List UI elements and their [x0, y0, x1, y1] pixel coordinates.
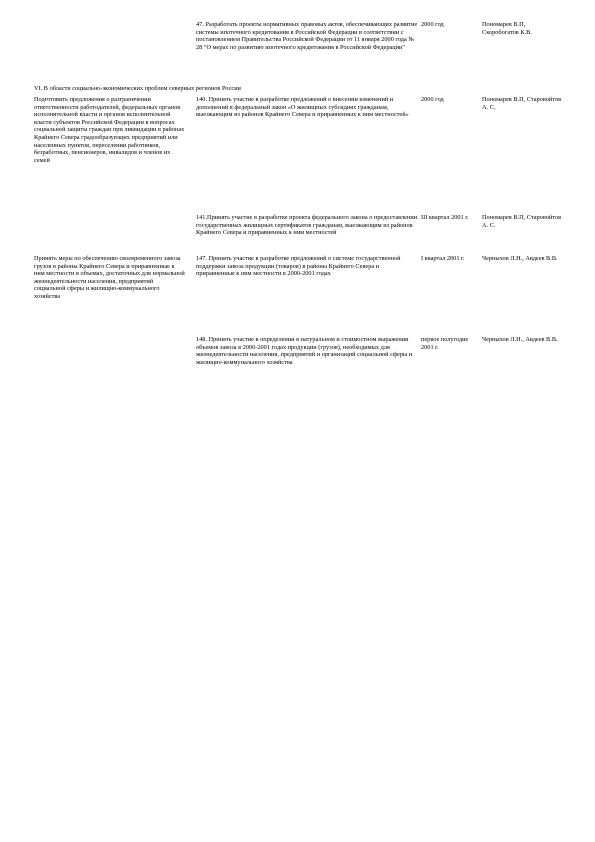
responsible-text: Пономарев В.П, Старовойтов А. С.: [482, 96, 562, 111]
responsible-text: Черныхов Л.Н., Авдеев В.В.: [482, 255, 558, 262]
responsible-text: Черныхов Л.Н., Авдеев В.В.: [482, 336, 558, 343]
measure-text: 141.Принять участие в разработке проекта федерального закона о предоставлении государственных жилищных сертификатов гражданам, выезжающим из районов Крайнего Севера и приравненных к ним местностей: [196, 214, 418, 237]
deadline-text: I квартал 2001 г.: [421, 255, 465, 262]
measure-text: 147. Принять участие в разработке предложений о системе государственной поддержки завоза продукции (товаров) в районы Крайнего Севера и приравненные к ним местности в 2000-2001 годах: [196, 255, 401, 278]
responsible-text: Пономарев В.П, Скоробогатов К.В.: [482, 21, 532, 36]
deadline-text: 2000 год: [421, 96, 444, 103]
responsible-text: Пономарев В.П, Старовойтов А. С.: [482, 214, 562, 229]
deadline-text: 2000 год: [421, 21, 444, 28]
action-text: Подготовить предложения о разграничении ответственности работодателей, федеральных органов исполнительной власти и органов исполнительной власти субъектов Российской Федерации в вопросах социальной защиты граждан при ликвидации в районах Крайнего Севера градообразующих предприятий или населенных пунктов, переселении работников, безработных, пенсионеров, инвалидов и членов их семей: [34, 96, 185, 164]
action-text: Принять меры по обеспечению своевременного завоза грузов в районы Крайнего Севера и приравненные к ним местности в объемах, достаточных для нормальной жизнедеятельности населения, предприятий социальной сферы и жилищно-коммунального хозяйства: [34, 255, 185, 300]
deadline-text: III квартал 2001 г.: [421, 214, 469, 221]
measure-text: 148. Принять участие в определении в натуральном и стоимостном выражении объемов завоза в 2000-2001 годах продукции (грузов), необходимых для жизнедеятельности населения, предприятий и организаций социальной сферы и жилищно-коммунального хозяйства: [196, 336, 413, 366]
measure-text: 47. Разработать проекты нормативных правовых актов, обеспечивающих развитие системы ипотечного кредитования в Российской Федерации в соответствии с постановлением Правительства Российской Федерации от 11 января 2000 года № 28 "О мерах по развитию ипотечного кредитования в Российской Федерации": [196, 21, 418, 51]
measure-text: 140. Принять участие в разработке предложений о внесении изменений и дополнений в федеральный закон «О жилищных субсидиях гражданам, выезжающим из районов Крайнего Севера и приравненных к ним местностей»: [196, 96, 409, 119]
section-heading: VI. В области социально-экономических проблем северных регионов России: [34, 85, 241, 92]
deadline-text: первое полугодие 2001 г.: [421, 336, 469, 351]
